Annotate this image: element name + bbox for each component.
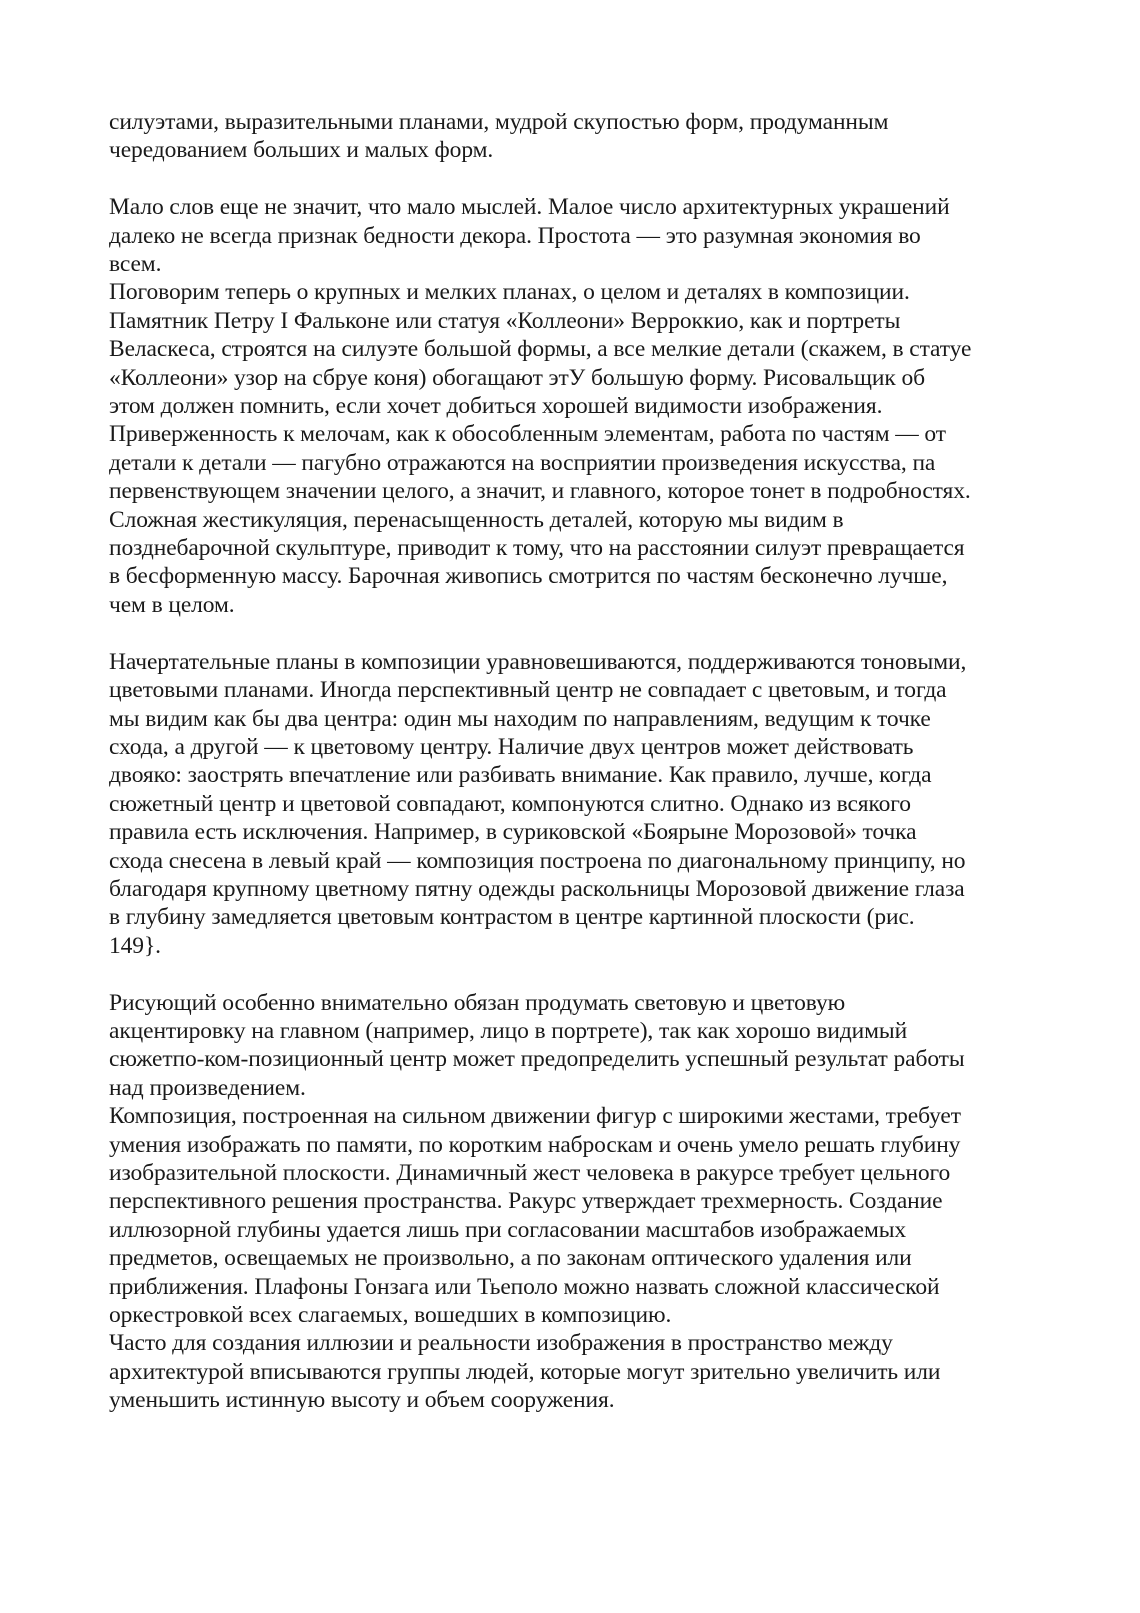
- paragraph-4: Приверженность к мелочам, как к обособленным элементам, работа по частям — от детали к детали — пагубно отражаются на восприятии произведения искусства, па первенствующем значении целого, а значит, и главного, которое тонет в подробностях.: [109, 421, 971, 505]
- paragraph-6: Начертательные планы в композиции уравновешиваются, поддерживаются тоновыми, цветовыми планами. Иногда перспективный центр не совпадает с цветовым, и тогда мы видим как бы два центра: один мы находим по направлениям, ведущим к точке схода, а другой — к цветовому центру. Наличие двух центров может действовать двояко: заострять впечатление или разбивать внимание. Как правило, лучше, когда сюжетный центр и цветовой совпадают, компонуются слитно. Однако из всякого правила есть исключения. Например, в суриковской «Боярыне Морозовой» точка схода снесена в левый край — композиция построена по диагональному принципу, но благодаря крупному цветному пятну одежды раскольницы Морозовой движение глаза в глубину замедляется цветовым контрастом в центре картинной плоскости (рис. 149}.: [109, 648, 967, 959]
- paragraph-5: Сложная жестикуляция, перенасыщенность деталей, которую мы видим в позднебарочной скульптуре, приводит к тому, что на расстоянии силуэт превращается в бесформенную массу. Барочная живопись смотрится по частям бесконечно лучше, чем в целом.: [109, 506, 965, 618]
- paragraph-gap: [109, 960, 1029, 988]
- paragraph-gap: [109, 165, 1029, 193]
- paragraph-7: Рисующий особенно внимательно обязан продумать световую и цветовую акцентировку на главном (например, лицо в портрете), так как хорошо видимый сюжетпо-ком-позиционный центр может предопределить успешный результат работы над произведением.: [109, 989, 965, 1101]
- paragraph-9: Часто для создания иллюзии и реальности изображения в пространство между архитектурой вписываются группы людей, которые могут зрительно увеличить или уменьшить истинную высоту и объем сооружения.: [109, 1330, 941, 1414]
- paragraph-1: силуэтами, выразительными планами, мудрой скупостью форм, продуманным чередованием больших и малых форм.: [109, 109, 889, 164]
- document-body: [109, 108, 1029, 1415]
- paragraph-3: Поговорим теперь о крупных и мелких планах, о целом и деталях в композиции. Памятник Петру I Фальконе или статуя «Коллеони» Верроккио, как и портреты Веласкеса, строятся на силуэте большой формы, а все мелкие детали (скажем, в статуе «Коллеони» узор на сбруе коня) обогащают этУ большую форму. Рисовальщик об этом должен помнить, если хочет добиться хорошей видимости изображения.: [109, 279, 972, 420]
- paragraph-gap: [109, 619, 1029, 647]
- paragraph-8: Композиция, построенная на сильном движении фигур с широкими жестами, требует умения изображать по памяти, по коротким наброскам и очень умело решать глубину изобразительной плоскости. Динамичный жест человека в ракурсе требует цельного перспективного решения пространства. Ракурс утверждает трехмерность. Создание иллюзорной глубины удается лишь при согласовании масштабов изображаемых предметов, освещаемых не произвольно, а по законам оптического удаления или приближения. Плафоны Гонзага или Тьеполо можно назвать сложной классической оркестровкой всех слагаемых, вошедших в композицию.: [109, 1103, 961, 1329]
- paragraph-2: Мало слов еще не значит, что мало мыслей. Малое число архитектурных украшений далеко не всегда признак бедности декора. Простота — это разумная экономия во всем.: [109, 194, 950, 278]
